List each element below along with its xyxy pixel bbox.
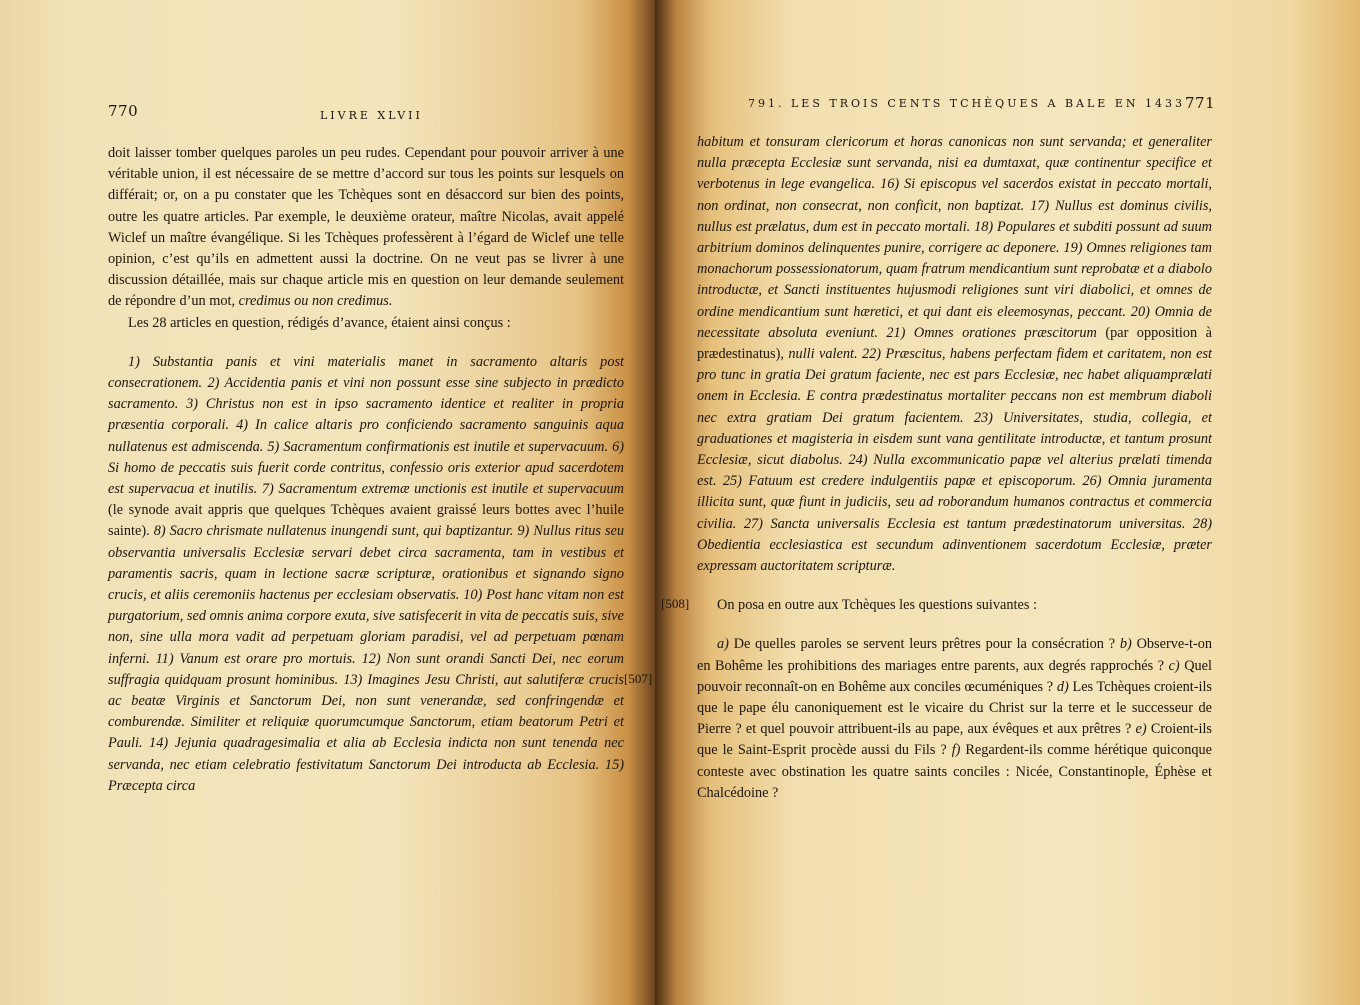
right-page: [655, 0, 1360, 1005]
right-articles: habitum et tonsuram clericorum et horas canonicas non sunt servanda; et generaliter nulla præcepta Ecclesiæ sunt servanda, nisi ea dumtaxat, quæ continentur specifice et verbotenus in lege evangelica. 16) Si episcopus vel sacerdos existat in peccato mortali, non ordinat, non consecrat, non conficit, non baptizat. 17) Nullus est dominus civilis, nullus est prælatus, dum est in peccato mortali. 18) Populares et subditi possunt ad suum arbitrium dominos delinquentes punire, corrigere ac deponere. 19) Omnes religiones tam monachorum possessionatorum, quam fratrum mendicantium sunt reprobatæ et a diabolo introductæ, et Sancti instituentes hujusmodi religiones sunt viri diabolici, et omnes de ordine mendicantium sunt hæretici, et qui dant eis eleemosynas, peccant. 20) Omnia de necessitate absoluta eveniunt. 21) Omnes orationes præscitorum (par opposition à prædestinatus), nulli valent. 22) Præscitus, habens perfectam fidem et caritatem, non est pro tunc in gratia Dei gratum faciente, nec est pars Ecclesiæ, nec habet aliquamprælati onem in Ecclesia. E contra prædestinatus mortaliter peccans non est membrum diaboli nec extra gratiam Dei gratum facientem. 23) Universitates, studia, collegia, et graduationes et magisteria in eisdem sunt vana gentilitate introductæ, et tantum prosunt Ecclesiæ, sicut diabolus. 24) Nulla excommunicatio papæ vel alterius prælati timenda est. 25) Fatuum est credere indulgentiis papæ et episcoporum. 26) Omnia juramenta illicita sunt, quæ fiunt in judiciis, seu ad roborandum humanos contractus et commercia civilia. 27) Sancta universalis Ecclesia est tantum prædestinatorum universitas. 28) Obedientia ecclesiastica est secundum adinventionem sacerdotum Ecclesiæ, præter expressam auctoritatem scripturæ.: [697, 134, 1212, 575]
left-paragraph-1: doit laisser tomber quelques paroles un peu rudes. Cependant pour pouvoir arriver à une véritable union, il est nécessaire de se mettre d’accord sur tous les points sur lesquels on différait; or, on a pu constater que les Tchèques sont en désaccord sur bien des points, outre les quatre articles. Par exemple, le deuxième orateur, maître Nicolas, avait appelé Wiclef un maître évangélique. Si les Tchèques professèrent à l’égard de Wiclef une telle opinion, c’est qu’ils en admettent aussi la doctrine. On ne veut pas se livrer à une discussion détaillée, mais sur chaque article mis en question on leur demande seulement de répondre d’un mot, credimus ou non credimus.: [108, 145, 624, 310]
running-head-left: LIVRE XLVII: [320, 109, 423, 122]
right-questions: a) De quelles paroles se servent leurs prêtres pour la consécration ? b) Observe-t-on en Bohême les prohibitions des mariages entre parents, aux degrés rapprochés ? c) Quel pouvoir reconnaît-on en Bohême aux conciles œcuméniques ? d) Les Tchèques croient-ils que le pape élu canoniquement est le vicaire du Christ sur la terre et le successeur de Pierre ? et quel pouvoir attribuent-ils au pape, aux évêques et aux prêtres ? e) Croient-ils que le Saint-Esprit procède aussi du Fils ? f) Regardent-ils comme hérétique quiconque conteste avec obstination les quatre saints conciles : Nicée, Constantinople, Éphèse et Chalcédoine ?: [697, 636, 1213, 801]
left-paragraph-2: Les 28 articles en question, rédigés d’avance, étaient ainsi conçus :: [128, 314, 511, 331]
margin-note-right: [508]: [661, 596, 690, 611]
right-paragraph-questions: On posa en outre aux Tchèques les questions suivantes :: [717, 597, 1037, 614]
page-number-right: 771: [1185, 94, 1216, 112]
left-page: [0, 0, 655, 1005]
running-head-right: 791. LES TROIS CENTS TCHÈQUES A BALE EN 1433: [748, 97, 1185, 110]
page-number-left: 770: [108, 102, 139, 120]
left-body: [108, 143, 624, 797]
margin-note-left: [507]: [624, 671, 653, 686]
left-articles: 1) Substantia panis et vini materialis manet in sacramento altaris post consecrationem. 2) Accidentia panis et vini non possunt esse sine subjecto in prædicto sacramento. 3) Christus non est in ipso sacramento identice et realiter in propria præsentia corporali. 4) In calice altaris pro conficiendo sacramento sanguinis aqua nullatenus est admiscenda. 5) Sacramentum confirmationis est inutile et supervacuum. 6) Si homo de peccatis suis fuerit corde contritus, confessio oris exterior apud sacerdotem est supervacua et inutilis. 7) Sacramentum extremæ unctionis est inutile et supervacuum (le synode avait appris que quelques Tchèques avaient graissé leurs bottes avec l’huile sainte). 8) Sacro chrismate nullatenus inungendi sunt, qui baptizantur. 9) Nullus ritus seu observantia universalis Ecclesiæ servari debet circa sacramenta, tam in vestibus et paramentis sacris, quam in lectione sacræ scripturæ, orationibus et signando signo crucis, et aliis ceremoniis hactenus per ecclesiam observatis. 10) Post hanc vitam non est purgatorium, sed omnis anima corpore exuta, sive satisfecerit in vita de peccatis suis, sive non, sine ulla mora vadit ad perpetuam gloriam paradisi, vel ad perpetuam pœnam inferni. 11) Vanum est orare pro mortuis. 12) Non sunt orandi Sancti Dei, nec eorum suffragia quidquam prosunt hominibus. 13) Imagines Jesu Christi, aut salutiferæ crucis ac beatæ Virginis et Sanctorum Dei, non sunt venerandæ, sed confringendæ et comburendæ. Similiter et reliquiæ quorumcumque Sanctorum, etiam beatorum Petri et Pauli. 14) Jejunia quadragesimalia et alia ab Ecclesia indicta non sunt tenenda nec servanda, nec etiam celebratio festivitatum Sanctorum Dei introducta ab Ecclesia. 15) Præcepta circa: [108, 353, 625, 794]
right-body: [697, 132, 1212, 804]
